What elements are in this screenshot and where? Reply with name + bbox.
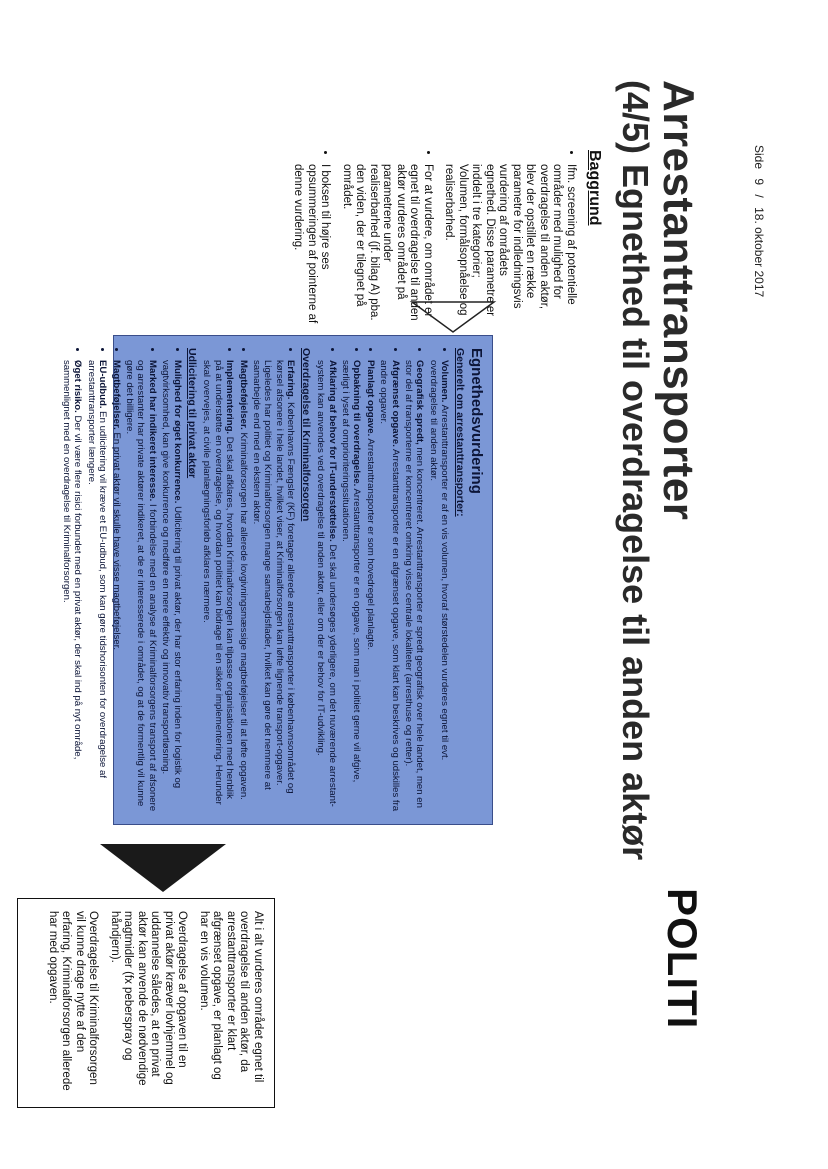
section-heading: Overdragelse til Kriminalforsorgen [299, 348, 312, 522]
list-item [403, 360, 426, 812]
item-text: Arrestanttransporter er af en vis volumen, hvoraf størstedelen vurderes egnet til evt. overdragelse til anden aktør. [427, 360, 451, 761]
item-text: Det skal afklares, hvordan Kriminalforsorgen kan tilpasse organisationen med henblik på at understøtte en overdragelse, og hvordan politiet kan bidrage til en sikker implementering. Herunder skal overvejes, at civile planlægningsforløb afklares nærmere. [201, 360, 236, 805]
background-heading: Baggrund [586, 150, 603, 226]
item-lead: Magtbeføjelser. [110, 360, 122, 430]
item-lead: Opbakning til overdragelse. [351, 360, 363, 487]
conclusion-box [17, 898, 275, 1108]
item-lead: Afgrænset opgave. [389, 360, 401, 447]
item-lead: Magtbeføjelser. [237, 360, 249, 430]
item-text: Arrestanttransporter er som hovedregel planlagte. [364, 438, 376, 651]
conclusion-paragraph: Alt i alt vurderes området egnet til overdragelse til anden aktør, da arrestanttransporter er klart afgrænset opgave, er planlagt og har en vis volumen. [198, 911, 264, 1083]
conclusion-paragraph: Overdragelse til Kriminalforsorgen vil kunne drage nytte af den erfaring, Kriminalforsorgen allerede har med opgaven. [47, 911, 100, 1091]
page-date: 18. oktober 2017 [752, 207, 766, 298]
item-lead: Geografisk spredt, [414, 360, 426, 445]
assessment-panel [61, 335, 493, 825]
page-label: Side [752, 145, 766, 170]
list-item [251, 360, 297, 812]
list-item [427, 360, 450, 812]
item-text: men koncentreret. Arrestanttransporter er spredt geografisk over hele landet, men en stor del af transporterne er koncentreret omkring visse centrale lokaliteter (arresthuse og retter). [402, 360, 426, 808]
item-text: Arrestanttransporter er en afgrænset opgave, som klart kan beskrives og udskilles fra andre opgaver. [378, 360, 401, 812]
item-text: En udlicitering vil kræve et EU-udbud, som kan gøre tidshorisonten for overdragelse af arrestanttransporter længere. [85, 360, 109, 779]
politi-logo: POLITI [659, 888, 706, 1030]
list-item [110, 360, 121, 812]
item-lead: Volumen. [439, 360, 451, 403]
background-list [291, 150, 577, 325]
conclusion-paragraph: Overdragelse af opgaven til en privat aktør kræver lovhjemmel og uddannelse således, at en privat aktør kan anvende de nødvendige magtmidler (fx peberspray og håndjern). [109, 911, 189, 1086]
assessment-heading: Egnethedsvurdering [468, 348, 485, 494]
list-item [364, 360, 375, 812]
section-list [201, 348, 296, 812]
background-bullet: • I boksen til højre ses opsummeringen af pointerne af denne vurdering. [291, 164, 332, 325]
section-list [315, 348, 450, 812]
section-list [61, 348, 183, 812]
list-item [315, 360, 338, 812]
item-lead: Implementering. [224, 360, 236, 435]
list-item [160, 360, 183, 812]
item-lead: Marked har indikeret interesse. [146, 360, 158, 502]
list-item [124, 360, 158, 812]
item-lead: Mulighed for øget konkurrence. [171, 360, 183, 504]
item-text: Udlicitering til privat aktør, der har stor erfaring inden for logistik og vagtvirksomhed, kan give konkurrence og medføre en mere effektiv og innovativ transportløsning. [160, 360, 183, 789]
background-bullet: • For at vurdere, om området er egnet til overdragelse til anden aktør vurderes området på parametrene under realiserbarhed (jf. bilag A) pba. den viden, der er tilegnet på området. [340, 164, 435, 325]
item-text: I forbindelse med en analyse af Kriminalforsorgens transport af afsonere og arrestanter har private aktører indikeret, at de er interesserede i området, og at de formentlig vil kunne gøre det billigere. [124, 360, 158, 812]
item-lead: Øget risiko. [72, 360, 84, 413]
page-title: Arrestanttransporter [654, 80, 703, 521]
item-lead: Erfaring. [285, 360, 297, 400]
background-section [283, 150, 603, 325]
list-item [340, 360, 363, 812]
item-lead: Planlagt opgave. [364, 360, 376, 437]
page-number: 9 [752, 178, 766, 186]
item-lead: Afklaring af behov for IT-understøttelse. [326, 360, 338, 542]
list-item [85, 360, 108, 812]
item-text: Der vil være flere risici forbundet med en privat aktør, der skal ind på nyt område, sammenlignet med en overdragelse til Kriminalforsorgen. [61, 360, 84, 760]
section-heading: Udlicitering til privat aktør [186, 348, 199, 479]
arrow-right-outline-icon [408, 300, 498, 334]
section-heading: Generelt om arrestanttransporter: [453, 348, 466, 517]
list-item [378, 360, 401, 812]
page-subtitle: (4/5) Egnethed til overdragelse til anden aktør [615, 80, 656, 861]
background-bullet: • Ifm. screening af potentielle områder med mulighed for overdragelse til anden aktør, blev der opstillet en række parametre for indledningsvis vurdering af områdets egnethed. Disse parametre er inddelt i tre kategorier; Volumen, formålsopnåelse og realiserbarhed. [442, 164, 577, 325]
item-lead: EU-udbud. [97, 360, 109, 409]
page-footer [752, 145, 766, 303]
page-separator: / [752, 194, 766, 198]
list-item [201, 360, 235, 812]
item-text: Arrestanttransporter er en opgave, som man i politiet gerne vil afgive, særligt i lyset af omprioriteringssituationen. [339, 360, 363, 783]
list-item [61, 360, 84, 812]
item-text: En privat aktør vil skulle have visse magtbeføjelser. [110, 432, 122, 651]
item-text: Det skal undersøges yderligere, om det nuværende arrestant-system kan anvendes ved overdragelse til anden aktør, eller om der er behov for IT-udvikling. [315, 360, 338, 807]
arrow-right-filled-icon [98, 842, 228, 894]
item-text: Københavns Fængsler (KF) foretager allerede arrestanttransporter i københavnsområdet og kørsel afsonere i hele landet, hvilket viser, at Kriminalforsorgen kan løfte lignende transport-opgaver. Ligeledes har politiet og Kriminalforsorgen mange samarbejdsflader, hvilket kan gøre det nemmere at samarbejde end med en ekstern aktør. [251, 360, 297, 794]
list-item [237, 360, 248, 812]
item-text: Kriminalforsorgen har allerede lovgivningsmæssige magtbeføjelser til at løfte opgaven. [237, 432, 249, 800]
